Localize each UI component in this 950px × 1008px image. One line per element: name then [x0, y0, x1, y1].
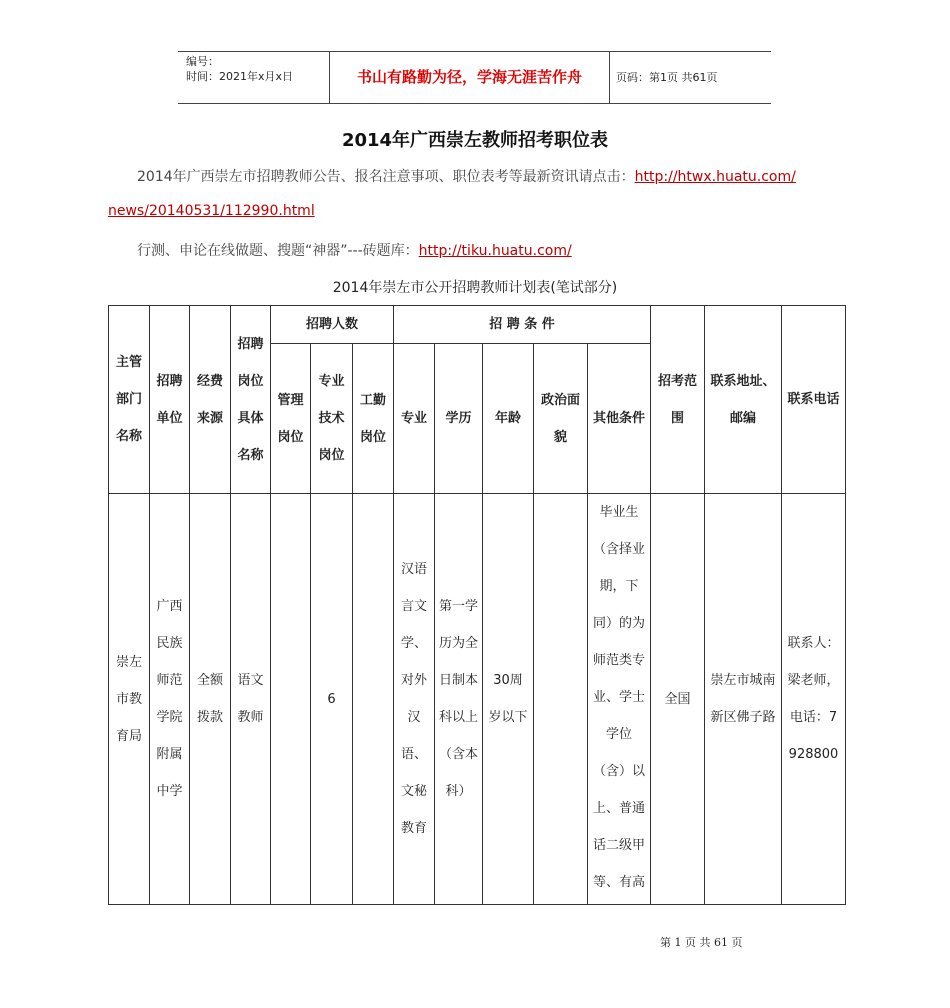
- recruitment-table: [108, 305, 846, 905]
- cell-phone: 联系人：梁老师，电话：7928800: [782, 494, 846, 905]
- header-page-info: 页码：第1页 共61页: [616, 71, 718, 84]
- intro-link[interactable]: http://htwx.huatu.com/: [634, 169, 796, 185]
- header-age: 年龄: [483, 344, 534, 494]
- header-count-group: 招聘人数: [271, 306, 394, 344]
- document-title: 2014年广西崇左教师招考职位表: [341, 130, 609, 151]
- cell-mgmt: [271, 494, 311, 905]
- number-label: 编号：: [186, 55, 219, 68]
- header-politics: 政治面貌: [534, 344, 588, 494]
- intro-paragraph: [137, 166, 796, 186]
- cell-politics: [534, 494, 588, 905]
- header-position: 招聘岗位具体名称: [231, 306, 271, 494]
- table-row: [109, 494, 846, 905]
- table-header-row: [109, 306, 846, 344]
- header-dept: 主管部门名称: [109, 306, 150, 494]
- header-divider: [609, 52, 610, 103]
- header-scope: 招考范围: [651, 306, 705, 494]
- header-other: 其他条件: [588, 344, 651, 494]
- tiku-link[interactable]: http://tiku.huatu.com/: [418, 243, 572, 259]
- cell-other: 毕业生（含择业期，下同）的为师范类专业、学士学位（含）以上、普通话二级甲等、有高: [588, 494, 651, 905]
- intro-paragraph-continued: [108, 203, 315, 219]
- header-funding: 经费来源: [190, 306, 231, 494]
- cell-major: 汉语言文学、对外汉语、文秘教育: [394, 494, 435, 905]
- header-edu: 学历: [435, 344, 483, 494]
- header-mgmt: 管理岗位: [271, 344, 311, 494]
- cell-edu: 第一学历为全日制本科以上（含本科）: [435, 494, 483, 905]
- tiku-paragraph: [137, 240, 572, 260]
- intro-link-continued[interactable]: news/20140531/112990.html: [108, 203, 315, 219]
- header-unit: 招聘单位: [150, 306, 190, 494]
- header-address: 联系地址、邮编: [705, 306, 782, 494]
- cell-work: [353, 494, 394, 905]
- tiku-text: 行测、申论在线做题、搜题“神器”---砖题库：: [137, 243, 419, 259]
- cell-unit: 广西民族师范学院附属中学: [150, 494, 190, 905]
- header-major: 专业: [394, 344, 435, 494]
- cell-tech: 6: [311, 494, 353, 905]
- cell-age: 30周岁以下: [483, 494, 534, 905]
- header-phone: 联系电话: [782, 306, 846, 494]
- cell-address: 崇左市城南新区佛子路: [705, 494, 782, 905]
- cell-position: 语文教师: [231, 494, 271, 905]
- table-title: 2014年崇左市公开招聘教师计划表(笔试部分): [332, 280, 618, 296]
- page-header: [178, 51, 771, 104]
- intro-text: 2014年广西崇左市招聘教师公告、报名注意事项、职位表考等最新资讯请点击：: [137, 169, 635, 185]
- cell-scope: 全国: [651, 494, 705, 905]
- cell-dept: 崇左市教育局: [109, 494, 150, 905]
- header-motto: 书山有路勤为径，学海无涯苦作舟: [356, 68, 582, 86]
- time-label: 时间：2021年x月x日: [186, 70, 294, 83]
- header-tech: 专业技术岗位: [311, 344, 353, 494]
- header-work: 工勤岗位: [353, 344, 394, 494]
- page-footer: 第 1 页 共 61 页: [660, 936, 743, 949]
- cell-funding: 全额拨款: [190, 494, 231, 905]
- header-meta: [186, 54, 293, 84]
- header-condition-group: 招 聘 条 件: [394, 306, 651, 344]
